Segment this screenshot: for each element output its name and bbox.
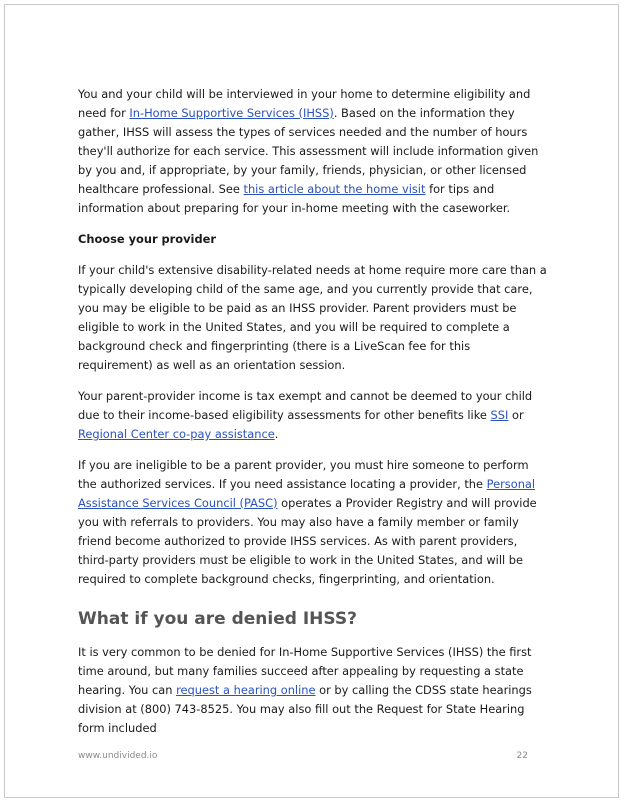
section-heading-denied: What if you are denied IHSS? [78,609,357,629]
ssi-link[interactable]: SSI [490,408,509,422]
footer-website: www.undivided.io [78,751,158,761]
text-span: . Based on the information they gather, IHSS will assess the types of services needed and the number of hours they'll authorize for each service. This assessment will include information given by you and, if appropriate, by your family, friends, physician, or other licensed healthcare professional. See [78,106,539,196]
request-hearing-link[interactable]: request a hearing online [176,683,316,697]
pasc-link[interactable]: Personal Assistance Services Council (PASC) [78,477,536,510]
text-span: for tips and information about preparing for your in-home meeting with the caseworker. [78,182,511,215]
paragraph-denied [78,643,548,738]
paragraph-ineligible [78,456,548,589]
document-page [4,4,619,798]
text-span: It is very common to be denied for In-Home Supportive Services (IHSS) the first time around, but many families succeed after appealing by requesting a state hearing. You can [78,645,532,697]
paragraph-tax-exempt [78,387,548,444]
page-content [78,85,548,750]
regional-center-link[interactable]: Regional Center co-pay assistance [78,427,275,441]
paragraph-parent-provider: If your child's extensive disability-related needs at home require more care than a typically developing child of the same age, and you currently provide that care, you may be eligible to be paid as an IHSS provider. Parent providers must be eligible to work in the United States, and you will be required to complete a background check and fingerprinting (there is a LiveScan fee for this requirement) as well as an orientation session. [78,263,547,372]
page-number: 22 [516,751,528,761]
text-span: If you are ineligible to be a parent provider, you must hire someone to perform the authorized services. If you need assistance locating a provider, the [78,458,529,491]
ihss-link[interactable]: In-Home Supportive Services (IHSS) [129,106,334,120]
text-span: or [508,408,524,422]
paragraph-interview [78,85,548,218]
text-span: . [274,427,279,441]
text-span: or by calling the CDSS state hearings division at (800) 743-8525. You may also fill out the Request for State Hearing form included [78,683,532,735]
subheading-choose-provider: Choose your provider [78,232,216,246]
text-span: operates a Provider Registry and will provide you with referrals to providers. You may also have a family member or family friend become authorized to provide IHSS services. As with parent providers, third-party providers must be eligible to work in the United States, and will be required to complete background checks, fingerprinting, and orientation. [78,496,537,586]
text-span: You and your child will be interviewed in your home to determine eligibility and need for [78,87,531,120]
text-span: Your parent-provider income is tax exempt and cannot be deemed to your child due to their income-based eligibility assessments for other benefits like [78,389,533,422]
home-visit-article-link[interactable]: this article about the home visit [243,182,426,196]
